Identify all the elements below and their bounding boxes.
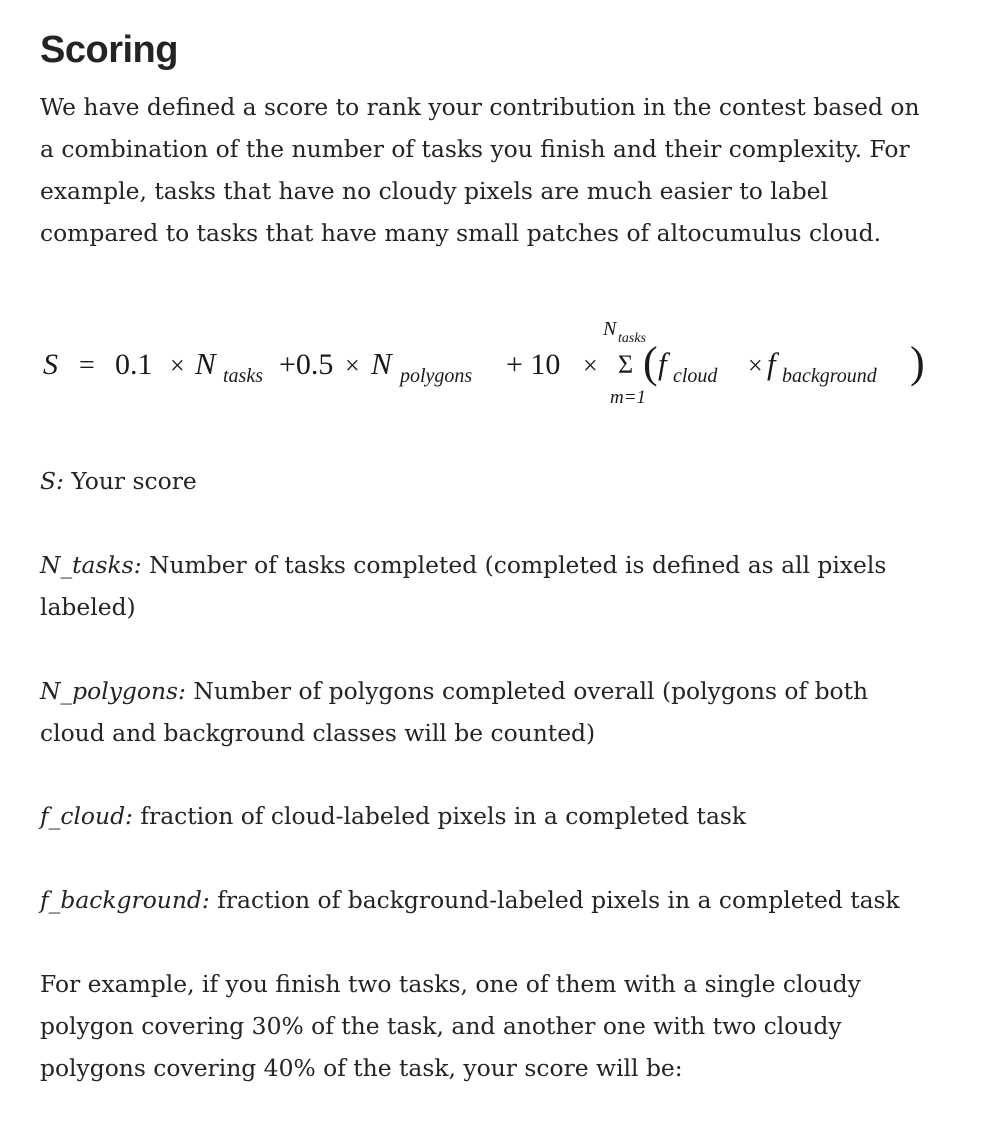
formula-open-paren: ( (643, 338, 658, 387)
formula-sub-polygons: polygons (400, 365, 473, 387)
definition-term: f_background: (40, 886, 210, 914)
intro-paragraph: We have defined a score to rank your contribution in the contest based on a combination of the number of tasks you finish and their complexity. For example, tasks that have no cloudy pixels are much easier to label compared to tasks that have many small patches of altocumulus cloud. (40, 93, 920, 247)
definition-n-tasks (40, 544, 930, 628)
definition-desc: Number of tasks completed (completed is defined as all pixels labeled) (40, 551, 887, 621)
definition-f-cloud (40, 795, 930, 837)
formula-times-4: × (748, 351, 763, 380)
formula-n-polygons: N (371, 346, 392, 381)
formula-lhs: S (43, 348, 58, 381)
formula-times-3: × (583, 351, 598, 380)
formula-times-2: × (345, 351, 360, 380)
formula-n-tasks: N (195, 346, 216, 381)
formula-coef2: +0.5 (279, 348, 334, 381)
example-paragraph: For example, if you finish two tasks, one of them with a single cloudy polygon covering 30% of the task, and another one with two cloudy polygons covering 40% of the task, your score will be: (40, 970, 861, 1082)
formula-close-paren: ) (910, 338, 925, 387)
definition-desc: fraction of background-labeled pixels in a completed task (209, 886, 900, 914)
formula-coef3: + 10 (506, 348, 561, 381)
definition-term: S: (40, 467, 64, 495)
definition-n-polygons (40, 670, 930, 754)
formula-f-cloud: f (658, 346, 667, 381)
definition-term: N_polygons: (40, 677, 186, 705)
formula-sub-background: background (782, 365, 877, 387)
formula-sum-upper-sub: tasks (618, 331, 646, 346)
formula-f-background: f (767, 346, 776, 381)
formula-sum-upper-n: N (603, 318, 617, 340)
definition-s (40, 460, 930, 502)
score-formula (40, 315, 940, 415)
formula-sub-cloud: cloud (673, 365, 718, 387)
section-title: Scoring (40, 29, 178, 71)
definition-f-background (40, 879, 930, 921)
definition-term: f_cloud: (40, 802, 133, 830)
definition-desc: fraction of cloud-labeled pixels in a completed task (132, 802, 747, 830)
formula-sum-lower: m=1 (610, 387, 647, 408)
formula-equals: = (79, 350, 95, 381)
formula-sub-tasks: tasks (223, 365, 263, 387)
definition-term: N_tasks: (40, 551, 142, 579)
definition-desc: Number of polygons completed overall (polygons of both cloud and background classes will be counted) (40, 677, 869, 747)
definition-desc: Your score (63, 467, 197, 495)
formula-coef1: 0.1 (115, 348, 153, 381)
formula-times-1: × (170, 351, 185, 380)
formula-sigma: Σ (618, 350, 634, 379)
